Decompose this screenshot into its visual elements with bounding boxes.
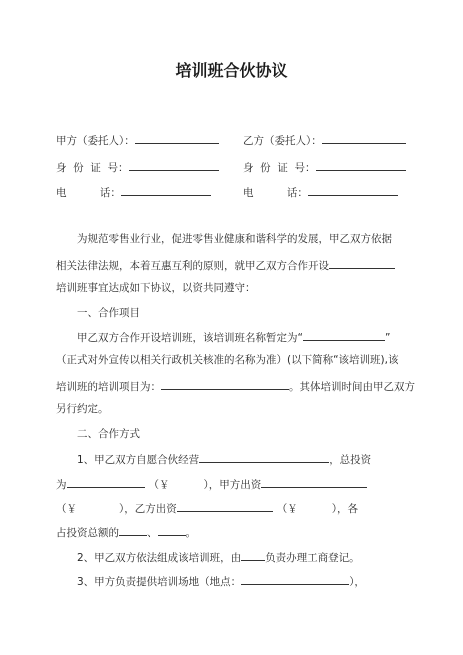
- business-blank[interactable]: [199, 451, 329, 463]
- party-a-blank[interactable]: [135, 132, 219, 144]
- share-a-blank[interactable]: [119, 524, 147, 536]
- clause-1-line-2: [56, 476, 367, 492]
- clause-2: [77, 549, 360, 565]
- id-row-b: [243, 159, 406, 175]
- party-b-row: [243, 132, 406, 148]
- clause-1-share-sep: 、: [147, 527, 158, 539]
- party-b-invest-blank[interactable]: [177, 500, 273, 512]
- id-label-b: 身 份 证 号：: [243, 162, 316, 174]
- share-b-blank[interactable]: [158, 524, 186, 536]
- clause-1-yen-1: （￥: [148, 479, 170, 491]
- phone-label-a: 电 话：: [56, 187, 121, 199]
- page-title: 培训班合伙协议: [175, 61, 288, 80]
- clause-1-yen-3: （￥: [276, 503, 298, 515]
- phone-row-a: [56, 184, 211, 200]
- registrant-blank[interactable]: [241, 549, 265, 561]
- phone-row-b: [243, 184, 398, 200]
- clause-3-tail: ），: [349, 576, 365, 588]
- class-name-blank[interactable]: [303, 329, 385, 341]
- clause-1-tail: ，总投资: [329, 454, 372, 466]
- clause-2-text: 2、甲乙双方依法组成该培训班，由: [77, 552, 242, 564]
- intro-blank[interactable]: [329, 257, 395, 269]
- clause-1-share-end: 。: [185, 527, 196, 539]
- party-b-yen-blank[interactable]: [298, 501, 332, 512]
- clause-1-text: 1、甲乙双方自愿合伙经营: [77, 454, 200, 466]
- intro-line-1: 为规范零售业行业，促进零售业健康和谐科学的发展，甲乙双方依据: [77, 233, 392, 245]
- id-blank-b[interactable]: [316, 159, 406, 171]
- id-label-a: 身 份 证 号：: [56, 162, 129, 174]
- party-b-label: 乙方（委托人）：: [243, 135, 322, 147]
- party-a-yen-blank[interactable]: [77, 501, 119, 512]
- section-1-line-1-text: 甲乙双方合作开设培训班，该培训班名称暂定为“: [77, 332, 303, 344]
- party-a-row: [56, 132, 219, 148]
- clause-1-line-3: [56, 500, 358, 516]
- clause-1-party-b-invest: ），乙方出资: [119, 503, 177, 515]
- party-b-blank[interactable]: [322, 132, 406, 144]
- phone-blank-a[interactable]: [121, 184, 211, 196]
- total-invest-blank[interactable]: [67, 476, 145, 488]
- training-project-blank[interactable]: [161, 378, 289, 390]
- clause-1-yen-2: （￥: [56, 503, 77, 515]
- total-invest-yen-blank[interactable]: [170, 477, 204, 488]
- clause-1-each: ），各: [331, 503, 358, 515]
- section-1-heading: 一、合作项目: [77, 307, 140, 319]
- clause-1-line-4: [56, 524, 196, 540]
- section-1-line-1-close: ”: [384, 332, 391, 344]
- section-1-line-2: （正式对外宣传以相关行政机关核准的名称为准）(以下简称“该培训班),该: [56, 354, 399, 366]
- phone-blank-b[interactable]: [308, 184, 398, 196]
- section-2-heading: 二、合作方式: [77, 428, 140, 440]
- intro-line-3: 培训班事宜达成如下协议，以资共同遵守：: [56, 282, 256, 294]
- clause-1-wei: 为: [56, 479, 67, 491]
- section-1-line-3-tail: 。其体培训时间由甲乙双方: [289, 381, 415, 393]
- intro-line-2: [56, 257, 395, 273]
- party-a-label: 甲方（委托人）：: [56, 135, 135, 147]
- section-1-line-3-text: 培训班的培训项目为：: [56, 381, 161, 393]
- clause-1-share-text: 占投资总额的: [56, 527, 119, 539]
- party-a-invest-blank[interactable]: [261, 476, 367, 488]
- clause-3-text: 3、甲方负责提供培训场地（地点：: [77, 576, 242, 588]
- phone-label-b: 电 话：: [243, 187, 308, 199]
- clause-1-party-a-invest: ），甲方出资: [203, 479, 262, 491]
- intro-line-2-text: 相关法律法规，本着互惠互利的原则，就甲乙双方合作开设: [56, 260, 329, 272]
- section-1-line-3: [56, 378, 415, 394]
- id-blank-a[interactable]: [129, 159, 219, 171]
- venue-address-blank[interactable]: [241, 573, 349, 585]
- clause-2-tail: 负责办理工商登记。: [265, 552, 360, 564]
- clause-3: [77, 573, 365, 589]
- clause-1-line-1: [77, 451, 371, 467]
- section-1-line-4: 另行约定。: [56, 403, 109, 415]
- id-row-a: [56, 159, 219, 175]
- section-1-line-1: [77, 329, 390, 345]
